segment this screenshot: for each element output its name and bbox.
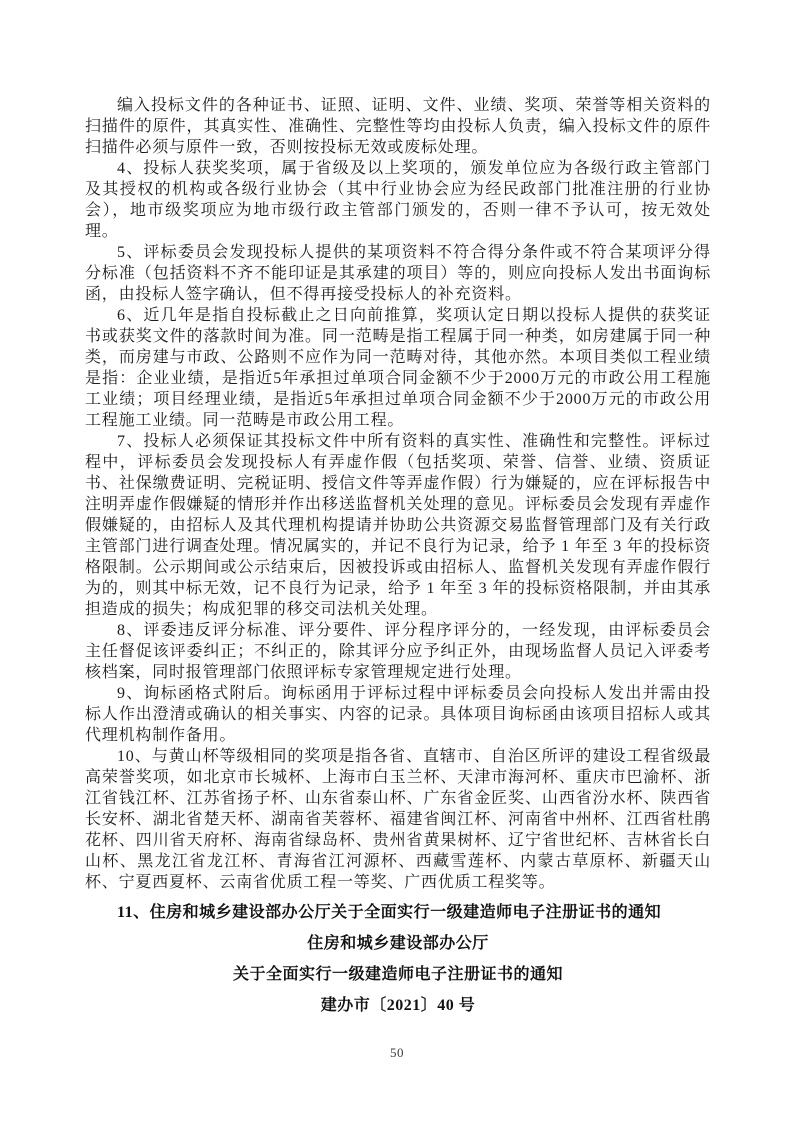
- document-body: [85, 95, 711, 1016]
- notice-issuer-heading: 住房和城乡建设部办公厅: [307, 935, 489, 952]
- paragraph-item-4: 4、投标人获奖奖项，属于省级及以上奖项的，颁发单位应为各级行政主管部门及其授权的机构或各级行业协会（其中行业协会应为经民政部门批准注册的行业协会），地市级奖项应为地市级行政主管部门颁发的，否则一律不予认可，按无效处理。: [85, 160, 711, 240]
- notice-doc-number: 建办市〔2021〕40 号: [320, 997, 476, 1014]
- paragraph-item-6: 6、近几年是指自投标截止之日向前推算，奖项认定日期以投标人提供的获奖证书或获奖文件的落款时间为准。同一范畴是指工程属于同一种类，如房建属于同一种类，而房建与市政、公路则不应作为同一范畴对待，其他亦然。本项目类似工程业绩是指：企业业绩，是指近5年承担过单项合同金额不少于2000万元的市政公用工程施工业绩；项目经理业绩，是指近5年承担过单项合同金额不少于2000万元的市政公用工程施工业绩。同一范畴是市政公用工程。: [85, 307, 711, 429]
- paragraph-item-7: 7、投标人必须保证其投标文件中所有资料的真实性、准确性和完整性。评标过程中，评标委员会发现投标人有弄虚作假（包括奖项、荣誉、信誉、业绩、资质证书、社保缴费证明、完税证明、授信文件等弄虚作假）行为嫌疑的，应在评标报告中注明弄虚作假嫌疑的情形并作出移送监督机关处理的意见。评标委员会发现有弄虚作假嫌疑的，由招标人及其代理机构提请并协助公共资源交易监督管理部门及有关行政主管部门进行调查处理。情况属实的，并记不良行为记录，给予 1 年至 3 年的投标资格限制。公示期间或公示结束后，因被投诉或由招标人、监督机关发现有弄虚作假行为的，则其中标无效，记不良行为记录，给予 1 年至 3 年的投标资格限制，并由其承担造成的损失；构成犯罪的移交司法机关处理。: [85, 433, 711, 618]
- notice-title-heading: 关于全面实行一级建造师电子注册证书的通知: [232, 966, 563, 983]
- page-number: 50: [390, 1045, 404, 1060]
- item-11-heading: 11、住房和城乡建设部办公厅关于全面实行一级建造师电子注册证书的通知: [117, 904, 662, 921]
- paragraph-item-10: 10、与黄山杯等级相同的奖项是指各省、直辖市、自治区所评的建设工程省级最高荣誉奖项，如北京市长城杯、上海市白玉兰杯、天津市海河杯、重庆市巴渝杯、浙江省钱江杯、江苏省扬子杯、山东省泰山杯、广东省金匠奖、山西省汾水杯、陕西省长安杯、湖北省楚天杯、湖南省芙蓉杯、福建省闽江杯、河南省中州杯、江西省杜鹃花杯、四川省天府杯、海南省绿岛杯、贵州省黄果树杯、辽宁省世纪杯、吉林省长白山杯、黑龙江省龙江杯、青海省江河源杯、西藏雪莲杯、内蒙古草原杯、新疆天山杯、宁夏西夏杯、云南省优质工程一等奖、广西优质工程奖等。: [85, 748, 711, 891]
- paragraph-item-5: 5、评标委员会发现投标人提供的某项资料不符合得分条件或不符合某项评分得分标准（包括资料不齐不能印证是其承建的项目）等的，则应向投标人发出书面询标函，由投标人签字确认，但不得再接受投标人的补充资料。: [85, 244, 711, 303]
- paragraph-continuation: 编入投标文件的各种证书、证照、证明、文件、业绩、奖项、荣誉等相关资料的扫描件的原件，其真实性、准确性、完整性等均由投标人负责，编入投标文件的原件扫描件必须与原件一致，否则按投标无效或废标处理。: [85, 97, 711, 156]
- page-footer: [0, 1044, 794, 1062]
- paragraph-item-9: 9、询标函格式附后。询标函用于评标过程中评标委员会向投标人发出并需由投标人作出澄清或确认的相关事实、内容的记录。具体项目询标函由该项目招标人或其代理机构制作备用。: [85, 685, 711, 744]
- paragraph-item-8: 8、评委违反评分标准、评分要件、评分程序评分的，一经发现，由评标委员会主任督促该评委纠正；不纠正的，除其评分应予纠正外，由现场监督人员记入评委考核档案，同时报管理部门依照评标专家管理规定进行处理。: [85, 622, 711, 681]
